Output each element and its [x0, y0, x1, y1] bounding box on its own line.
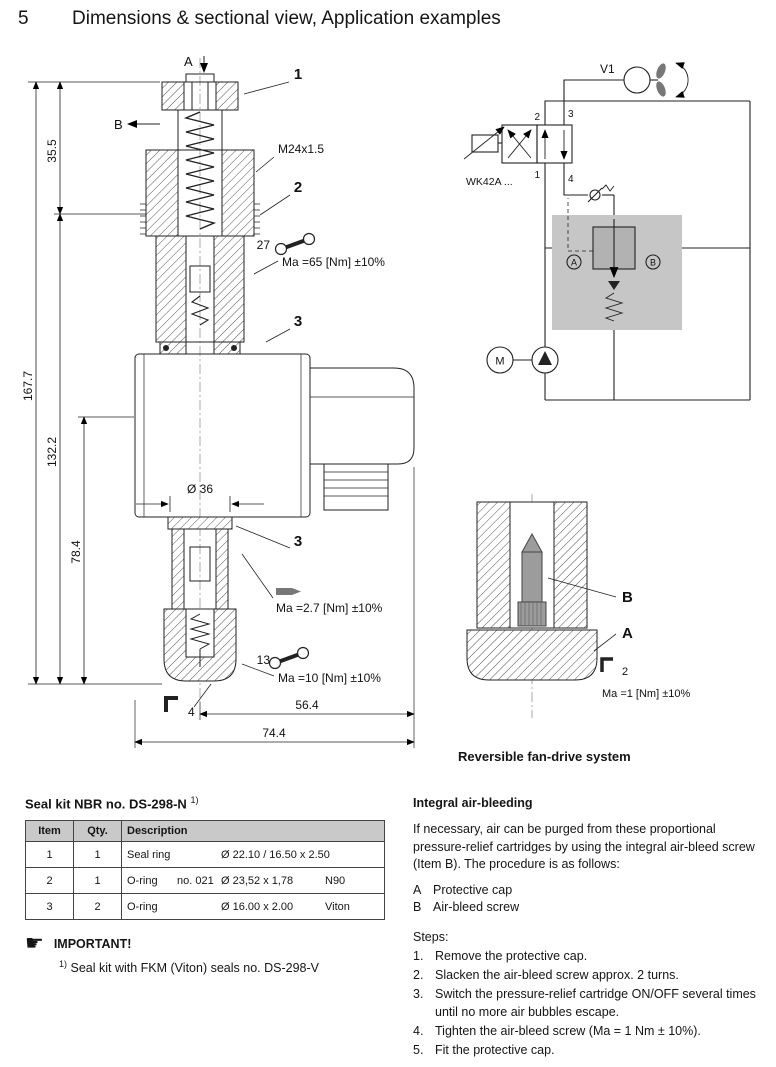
important-label: IMPORTANT! — [53, 936, 132, 951]
seal-kit-footnote — [59, 959, 391, 975]
bleed-view-caption: Reversible fan-drive system — [458, 749, 631, 764]
torque-coil-nut-label: Ma =2.7 [Nm] ±10% — [276, 601, 383, 615]
step-item — [413, 948, 769, 965]
cell-description — [127, 901, 379, 913]
cell-description — [127, 849, 379, 861]
air-bleeding-intro: If necessary, air can be purged from these proportional pressure-relief cartridges by using the integral air-bleed screw (Item B). The procedure is as follows: — [413, 822, 755, 871]
cell-description — [127, 875, 379, 887]
bleed-hex-key-size: 2 — [622, 666, 629, 678]
cell-item: 1 — [26, 842, 74, 868]
dim-78-4: 78.4 — [69, 540, 83, 564]
table-header-row — [26, 821, 385, 842]
relief-cartridge-block — [552, 198, 682, 330]
legend-item-a — [413, 882, 769, 899]
torque-coil-nut-callout — [242, 554, 383, 615]
bleed-a-label: A — [622, 625, 633, 642]
thread-callout — [256, 142, 324, 172]
table-row — [26, 842, 385, 868]
legend-key: A — [413, 883, 422, 897]
torque-body-callout — [254, 234, 385, 275]
dim-132-2: 132.2 — [45, 436, 59, 468]
bleed-hex-key-callout — [602, 659, 690, 700]
col-header-description: Description — [122, 821, 385, 842]
desc-size: Ø 23,52 x 1,78 — [221, 874, 294, 887]
bleed-b-label: B — [622, 589, 633, 606]
section-heading — [18, 8, 501, 30]
wrench-icon — [276, 234, 315, 255]
col-header-item: Item — [26, 821, 74, 842]
motor-pump-group — [487, 347, 558, 373]
desc-note — [177, 901, 221, 913]
view-b-label: B — [114, 117, 123, 132]
check-valve-symbol — [588, 185, 614, 202]
wrench-size-27: 27 — [256, 238, 270, 252]
hex-key-icon — [166, 698, 178, 712]
seal-kit-title-row — [25, 795, 391, 811]
legend-key: B — [413, 900, 422, 915]
step-number: 4. — [413, 1023, 424, 1038]
step-number: 1. — [413, 948, 424, 963]
important-note-row — [25, 933, 391, 954]
footnote-superscript: 1) — [59, 959, 68, 970]
circuit-port-b-label: B — [649, 257, 657, 268]
table-row — [26, 868, 385, 894]
protective-cap-section — [467, 630, 597, 680]
desc-size: Ø 22.10 / 16.50 x 2.50 — [221, 848, 330, 861]
dimension-lines-left — [21, 82, 162, 684]
bleed-torque-label: Ma =1 [Nm] ±10% — [602, 688, 691, 700]
dim-167-7: 167.7 — [21, 370, 35, 402]
callout-1 — [244, 66, 302, 94]
view-a-label: A — [184, 54, 193, 69]
footnote-text: Seal kit with FKM (Viton) seals no. DS-298-V — [70, 961, 319, 976]
callout-2-label: 2 — [293, 179, 303, 196]
seal-kit-table — [25, 820, 385, 920]
motor-v1-label: V1 — [600, 62, 615, 76]
step-item — [413, 1023, 769, 1040]
cell-item: 2 — [26, 868, 74, 894]
step-text: Fit the protective cap. — [435, 1043, 555, 1057]
seal-kit-title: Seal kit NBR no. DS-298-N — [25, 796, 187, 812]
desc-note — [177, 849, 221, 861]
rotation-arrow-icon — [676, 63, 688, 97]
lower-seal-section — [168, 517, 232, 529]
view-arrow-b — [114, 117, 160, 132]
solenoid-coil-section — [135, 354, 310, 517]
cell-qty: 2 — [74, 894, 122, 920]
thread-label: M24x1.5 — [278, 142, 325, 156]
seal-kit-section — [25, 795, 391, 975]
dim-74-4: 74.4 — [262, 726, 286, 740]
fan-blade-icon — [654, 62, 667, 80]
desc-size: Ø 16.00 x 2.00 — [221, 900, 294, 913]
step-text: Switch the pressure-relief cartridge ON/OFF several times until no more air bubbles escape. — [435, 987, 756, 1019]
callout-3-upper — [266, 313, 302, 342]
bottom-cap-section — [164, 609, 236, 681]
steps-title: Steps: — [413, 929, 449, 944]
dim-56-4: 56.4 — [295, 698, 319, 712]
step-text: Slacken the air-bleed screw approx. 2 turns. — [435, 968, 679, 982]
step-number: 3. — [413, 987, 424, 1002]
callout-3-lower — [236, 526, 302, 550]
valve-type-label: WK42A ... — [466, 176, 513, 188]
step-number: 5. — [413, 1043, 424, 1057]
step-item — [413, 986, 769, 1021]
callout-2 — [260, 179, 302, 215]
step-item — [413, 1042, 769, 1059]
hex-key-size-4: 4 — [188, 705, 195, 719]
dim-dia-36-label: Ø 36 — [186, 482, 214, 496]
air-bleeding-section — [413, 795, 769, 1059]
port-2-label: 2 — [534, 112, 540, 123]
hydraulic-circuit-diagram — [452, 55, 772, 420]
electric-motor-label: M — [495, 355, 505, 368]
legend-text: Protective cap — [433, 883, 513, 897]
directional-valve-symbol — [464, 109, 574, 188]
section-number: 5 — [18, 8, 29, 29]
cell-qty: 1 — [74, 842, 122, 868]
callout-3b-label: 3 — [293, 533, 303, 550]
view-arrow-a — [184, 54, 204, 72]
step-number: 2. — [413, 968, 424, 982]
callout-3a-label: 3 — [293, 313, 303, 330]
torque-end-callout — [242, 648, 381, 686]
port-3-label: 3 — [568, 109, 574, 120]
step-item — [413, 967, 769, 984]
wrench-icon-13 — [270, 648, 309, 669]
table-row — [26, 894, 385, 920]
torque-body-label: Ma =65 [Nm] ±10% — [282, 255, 385, 269]
col-header-qty: Qty. — [74, 821, 122, 842]
din-connector-section — [310, 368, 414, 510]
bleed-label-a — [594, 625, 633, 651]
pointing-hand-icon: ☛ — [25, 932, 44, 956]
cell-item: 3 — [26, 894, 74, 920]
legend-item-b — [413, 899, 769, 916]
desc-note: no. 021 — [177, 874, 214, 887]
step-text: Tighten the air-bleed screw (Ma = 1 Nm ± 10%). — [435, 1023, 701, 1038]
circuit-port-a-label: A — [570, 257, 578, 268]
callout-1-label: 1 — [293, 66, 303, 83]
desc-name: Seal ring — [127, 848, 171, 861]
step-text: Remove the protective cap. — [435, 948, 588, 963]
main-sectional-drawing — [20, 52, 450, 767]
screw-icon — [276, 588, 301, 595]
wrench-size-13: 13 — [256, 653, 270, 667]
desc-material: Viton — [325, 900, 350, 913]
desc-material: N90 — [325, 874, 346, 887]
port-4-label: 4 — [568, 174, 574, 185]
desc-name: O-ring — [127, 900, 158, 913]
dim-35-5: 35.5 — [45, 139, 59, 163]
seal-kit-title-superscript: 1) — [190, 795, 199, 805]
torque-end-label: Ma =10 [Nm] ±10% — [278, 671, 381, 685]
desc-name: O-ring — [127, 874, 158, 887]
cell-qty: 1 — [74, 868, 122, 894]
port-1-label: 1 — [534, 170, 540, 181]
air-bleed-sectional-view — [452, 488, 772, 723]
page-title: Dimensions & sectional view, Application examples — [72, 8, 501, 29]
legend-text: Air-bleed screw — [433, 900, 520, 915]
hex-key-icon — [602, 659, 613, 672]
solenoid-symbol — [464, 127, 504, 159]
fan-blade-icon — [654, 80, 667, 98]
air-bleeding-title: Integral air-bleeding — [413, 796, 533, 810]
